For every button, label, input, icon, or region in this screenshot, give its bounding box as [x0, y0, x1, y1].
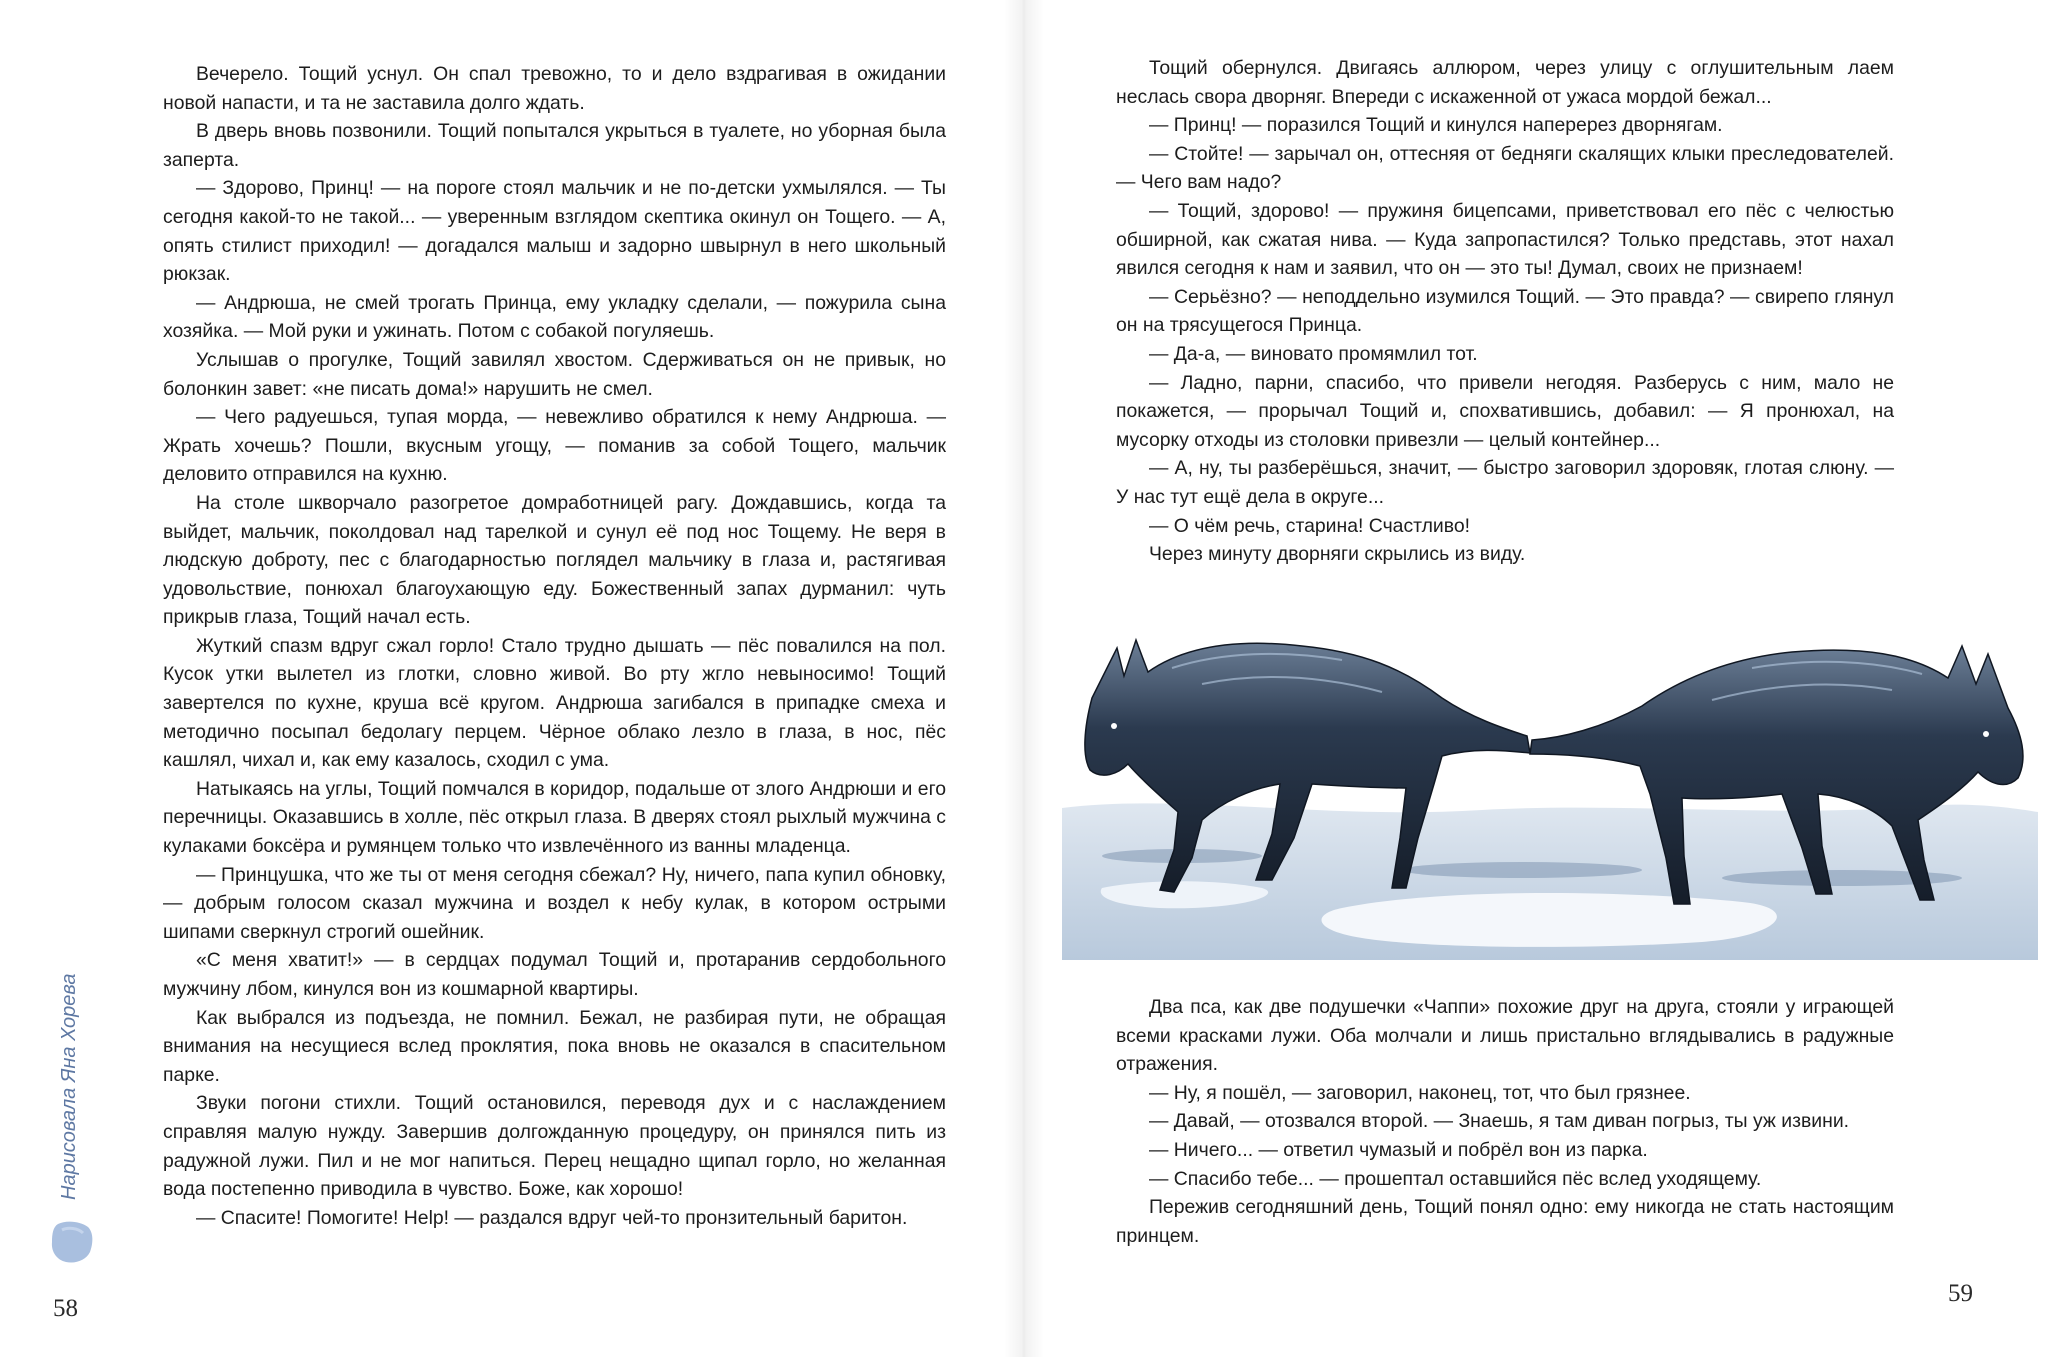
paragraph: — Принц! — поразился Тощий и кинулся наперерез дворнягам. [1149, 114, 1723, 137]
paragraph: — Здорово, Принц! — на пороге стоял мальчик и не по-детски ухмылялся. — Ты сегодня какой-то не такой... — уверенным взглядом скептика окинул он Тощего. — А, опять стилист приходил! — догадался малыш и задорно швырнул в него школьный рюкзак. [163, 177, 946, 286]
paragraph: — Серьёзно? — неподдельно изумился Тощий. — Это правда? — свирепо глянул он на трясущегося Принца. [1116, 285, 1894, 337]
two-dogs-illustration [1062, 588, 2038, 960]
paragraph: Через минуту дворняги скрылись из виду. [1149, 543, 1526, 566]
paragraph: — Чего радуешься, тупая морда, — невежливо обратился к нему Андрюша. — Жрать хочешь? Пошли, вкусным угощу, — поманив за собой Тощего, мальчик деловито отправился на кухню. [163, 406, 946, 486]
paragraph: Как выбрался из подъезда, не помнил. Бежал, не разбирая пути, не обращая внимания на несущиеся вслед проклятия, пока вновь не оказался в спасительном парке. [163, 1006, 946, 1086]
right-page [1024, 0, 2048, 1357]
paragraph: «С меня хватит!» — в сердцах подумал Тощий и, протаранив сердобольного мужчину лбом, кинулся вон из кошмарной квартиры. [163, 949, 946, 1000]
paragraph: — Ладно, парни, спасибо, что привели негодяя. Разберусь с ним, мало не покажется, — прорычал Тощий и, спохватившись, добавил: — Я пронюхал, на мусорку отходы из столовки привезли — целый контейнер... [1116, 371, 1894, 451]
right-text-bottom [1116, 993, 1894, 1250]
paragraph: На столе шкворчало разогретое домработницей рагу. Дождавшись, когда та выйдет, мальчик, поколдовал над тарелкой и сунул её под нос Тощему. Не веря в людскую доброту, пес с благодарностью поглядел мальчику в глаза и, растягивая удовольствие, понюхал благоухающую еду. Божественный запах дурманил: чуть прикрыв глаза, Тощий начал есть. [163, 491, 946, 629]
paragraph: Вечерело. Тощий уснул. Он спал тревожно, то и дело вздрагивая в ожидании новой напасти, и та не заставила долго ждать. [163, 63, 946, 114]
paragraph: Жуткий спазм вдруг сжал горло! Стало трудно дышать — пёс повалился на пол. Кусок утки вылетел из глотки, словно живой. Во рту жгло невыносимо! Тощий завертелся по кухне, круша всё кругом. Андрюша загибался в припадке смеха и методично посыпал бедолагу перцем. Чёрное облако лезло в глаза, в нос, пёс кашлял, чихал и, как ему казалось, сходил с ума. [163, 634, 946, 772]
illustrator-credit-text: Нарисовала Яна Хорева [58, 973, 80, 1200]
paragraph: Услышав о прогулке, Тощий завилял хвостом. Сдерживаться он не привык, но болонкин завет: «не писать дома!» нарушить не смел. [163, 348, 946, 400]
paragraph: — Ничего... — ответил чумазый и побрёл вон из парка. [1149, 1138, 1648, 1161]
paragraph: Тощий обернулся. Двигаясь аллюром, через улицу с оглушительным лаем неслась свора дворняг. Впереди с искаженной от ужаса мордой бежал... [1116, 57, 1894, 108]
paragraph: — О чём речь, старина! Счастливо! [1149, 514, 1471, 537]
paragraph: Звуки погони стихли. Тощий остановился, переводя дух и с наслаждением справляя малую нужду. Завершив долгожданную процедуру, он принялся пить из радужной лужи. Пил и не мог напиться. Перец нещадно щипал горло, но желанная вода постепенно приводила в чувство. Боже, как хорошо! [163, 1092, 946, 1201]
paragraph: — Спасите! Помогите! Help! — раздался вдруг чей-то пронзительный баритон. [196, 1206, 908, 1229]
paragraph: — Давай, — отозвался второй. — Знаешь, я там диван погрыз, ты уж извини. [1149, 1110, 1850, 1133]
paragraph: Пережив сегодняшний день, Тощий понял одно: ему никогда не стать настоящим принцем. [1116, 1196, 1894, 1247]
paragraph: Натыкаясь на углы, Тощий помчался в коридор, подальше от злого Андрюши и его перечницы. Оказавшись в холле, пёс открыл глаза. В дверях стоял рыхлый мужчина с кулаками боксёра и румянцем только что извлечённого из ванны младенца. [163, 777, 946, 858]
paint-blob-icon [48, 1218, 96, 1266]
paragraph: — Стойте! — зарычал он, оттесняя от бедняги скалящих клыки преследователей. — Чего вам надо? [1116, 142, 1894, 194]
paragraph: В дверь вновь позвонили. Тощий попытался укрыться в туалете, но уборная была заперта. [163, 120, 946, 171]
paragraph: — Тощий, здорово! — пружиня бицепсами, приветствовал его пёс с челюстью обширной, как сжатая нива. — Куда запропастился? Только представь, этот нахал явился сегодня к нам и заявил, что он — это ты! Думал, своих не признаем! [1116, 199, 1894, 280]
paragraph: — Ну, я пошёл, — заговорил, наконец, тот, что был грязнее. [1149, 1081, 1691, 1104]
paragraph: Два пса, как две подушечки «Чаппи» похожие друг на друга, стояли у играющей всеми красками лужи. Оба молчали и лишь пристально вглядывались в радужные отражения. [1116, 996, 1894, 1076]
puddle [1322, 893, 1777, 947]
paragraph: — Да-а, — виновато промямлил тот. [1149, 342, 1478, 365]
right-text-top [1116, 54, 1894, 569]
page-number: 58 [53, 1295, 78, 1322]
paragraph: — Андрюша, не смей трогать Принца, ему укладку сделали, — пожурила сына хозяйка. — Мой руки и ужинать. Потом с собакой погуляешь. [163, 291, 946, 343]
paragraph: — А, ну, ты разберёшься, значит, — быстро заговорил здоровяк, глотая слюну. — У нас тут ещё дела в округе... [1116, 457, 1894, 508]
page-number: 59 [1948, 1280, 1973, 1307]
paragraph: — Принцушка, что же ты от меня сегодня сбежал? Ну, ничего, папа купил обновку, — добрым голосом сказал мужчина и воздел к небу кулак, в котором острыми шипами сверкнул строгий ошейник. [163, 863, 946, 943]
paragraph: — Спасибо тебе... — прошептал оставшийся пёс вслед уходящему. [1149, 1167, 1762, 1190]
left-text-column [163, 60, 946, 1232]
